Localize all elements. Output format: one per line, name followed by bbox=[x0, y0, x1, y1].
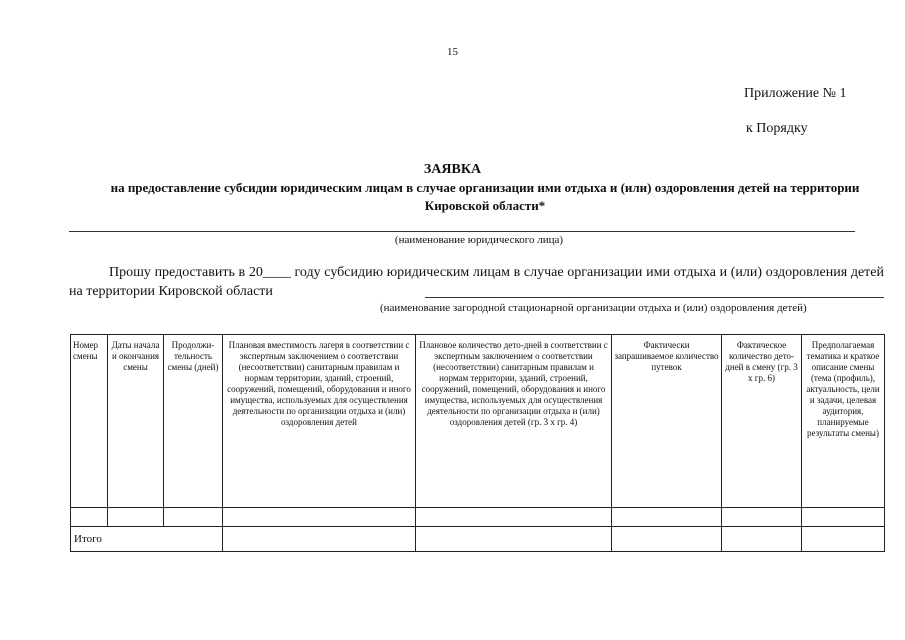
document-title: ЗАЯВКА bbox=[423, 162, 482, 177]
header-planned-child-days: Плановое количество дето-дней в соответствии с экспертным заключением о соответствии (несоответствии) санитарным правилам и нормам территории, зданий, строений, сооружений, помещений, оборудования и иного имущества, используемых для осуществления деятельности по организации отдыха и (или) оздоровления детей (гр. 3 х гр. 4) bbox=[416, 335, 612, 508]
header-shift-dates: Даты начала и окончания смены bbox=[108, 335, 164, 508]
header-actual-child-days: Фактическое количество дето-дней в смену (гр. 3 х гр. 6) bbox=[722, 335, 802, 508]
header-shift-duration: Продолжи-тельность смены (дней) bbox=[164, 335, 223, 508]
table-cell[interactable] bbox=[612, 527, 722, 552]
total-label-text: Итого bbox=[74, 532, 102, 545]
appendix-label: Приложение № 1 bbox=[744, 86, 847, 101]
page-number: 15 bbox=[447, 46, 458, 58]
order-reference: к Порядку bbox=[746, 121, 808, 136]
document-subtitle: на предоставление субсидии юридическим лицам в случае организации ими отдыха и (или) оздоровления детей на территории Кировской области* bbox=[110, 180, 860, 213]
table-cell[interactable] bbox=[108, 508, 164, 527]
total-label bbox=[71, 527, 223, 552]
table-cell[interactable] bbox=[223, 527, 416, 552]
table-cell[interactable] bbox=[416, 508, 612, 527]
table-cell[interactable] bbox=[802, 527, 885, 552]
table-cell[interactable] bbox=[71, 508, 108, 527]
entity-name-caption: (наименование юридического лица) bbox=[394, 234, 564, 246]
header-requested-vouchers: Фактически запрашиваемое количество путевок bbox=[612, 335, 722, 508]
header-planned-capacity: Плановая вместимость лагеря в соответствии с экспертным заключением о соответствии (несоответствии) санитарным правилам и нормам территории, зданий, строений, сооружений, помещений, оборудования и иного имущества, используемых для осуществления деятельности по организации отдыха и (или) оздоровления детей bbox=[223, 335, 416, 508]
table-total-row bbox=[71, 527, 885, 552]
header-shift-number: Номер смены bbox=[71, 335, 108, 508]
table-header-row bbox=[71, 335, 885, 508]
table-cell[interactable] bbox=[164, 508, 223, 527]
table-cell[interactable] bbox=[722, 508, 802, 527]
organization-name-caption: (наименование загородной стационарной организации отдыха и (или) оздоровления детей) bbox=[380, 302, 807, 314]
table-cell[interactable] bbox=[612, 508, 722, 527]
entity-name-line bbox=[69, 231, 855, 232]
organization-name-line bbox=[425, 297, 884, 298]
table-cell[interactable] bbox=[416, 527, 612, 552]
table-cell[interactable] bbox=[223, 508, 416, 527]
table-row bbox=[71, 508, 885, 527]
header-shift-description: Предполагаемая тематика и краткое описание смены (тема (профиль), актуальность, цели и задачи, целевая аудитория, планируемые результаты смены) bbox=[802, 335, 885, 508]
application-table bbox=[70, 334, 885, 552]
request-paragraph: Прошу предоставить в 20____ году субсидию юридическим лицам в случае организации ими отдыха и (или) оздоровления детей на территории Кировской области bbox=[69, 265, 884, 299]
table-cell[interactable] bbox=[722, 527, 802, 552]
table-cell[interactable] bbox=[802, 508, 885, 527]
